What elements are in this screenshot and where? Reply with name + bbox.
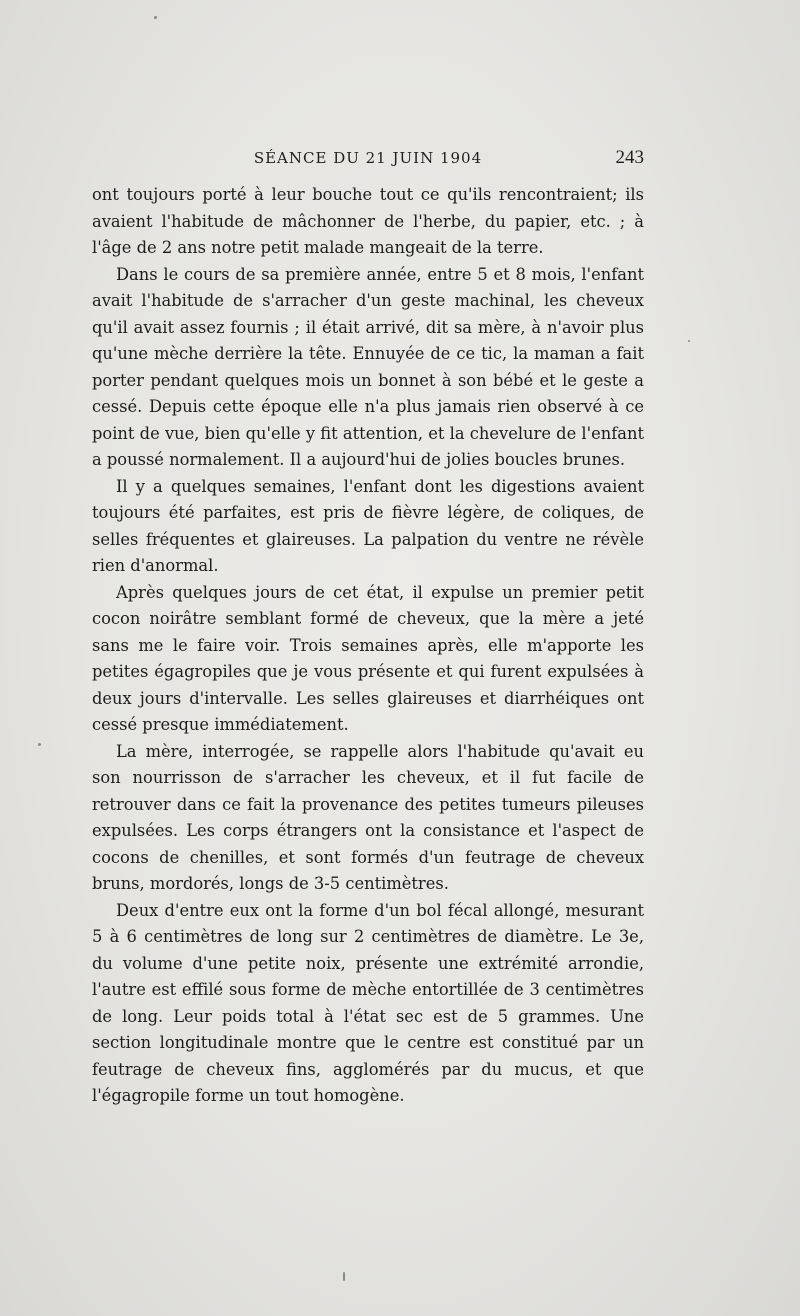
paragraph-4: Après quelques jours de cet état, il expulse un premier petit cocon noirâtre semblant formé de cheveux, que la mère a jeté sans me le faire voir. Trois semaines après, elle m'apporte les petites égagropiles que je vous présente et qui furent expulsées à deux jours d'intervalle. Les selles glaireuses et diarrhéiques ont cessé presque immédiatement. [92, 582, 644, 734]
page-number: 243 [615, 147, 644, 168]
page-header [92, 147, 644, 171]
paragraph-5: La mère, interrogée, se rappelle alors l'habitude qu'avait eu son nourrisson de s'arracher les cheveux, et il fut facile de retrouver dans ce fait la provenance des petites tumeurs pileuses expulsées. Les corps étrangers ont la consistance et l'aspect de cocons de chenilles, et sont formés d'un feutrage de cheveux bruns, mordorés, longs de 3-5 centimètres. [92, 741, 644, 893]
paragraph-1: ont toujours porté à leur bouche tout ce qu'ils rencontraient; ils avaient l'habitude de mâchonner de l'herbe, du papier, etc. ; à l'âge de 2 ans notre petit malade mangeait de la terre. [92, 185, 644, 257]
running-head: SÉANCE DU 21 JUIN 1904 [253, 149, 483, 167]
scan-speck [154, 16, 157, 19]
scan-speck [688, 340, 690, 342]
scan-speck [343, 1272, 345, 1281]
body-text [92, 182, 644, 1110]
paragraph-3: Il y a quelques semaines, l'enfant dont les digestions avaient toujours été parfaites, est pris de fièvre légère, de coliques, de selles fréquentes et glaireuses. La palpation du ventre ne révèle rien d'anormal. [92, 476, 644, 575]
paragraph-2: Dans le cours de sa première année, entre 5 et 8 mois, l'enfant avait l'habitude de s'arracher d'un geste machinal, les cheveux qu'il avait assez fournis ; il était arrivé, dit sa mère, à n'avoir plus qu'une mèche derrière la tête. Ennuyée de ce tic, la maman a fait porter pendant quelques mois un bonnet à son bébé et le geste a cessé. Depuis cette époque elle n'a plus jamais rien observé à ce point de vue, bien qu'elle y fit attention, et la chevelure de l'enfant a poussé normalement. Il a aujourd'hui de jolies boucles brunes. [92, 264, 644, 469]
paragraph-6: Deux d'entre eux ont la forme d'un bol fécal allongé, mesurant 5 à 6 centimètres de long sur 2 centimètres de diamètre. Le 3e, du volume d'une petite noix, présente une extrémité arrondie, l'autre est effilé sous forme de mèche entortillée de 3 centimètres de long. Leur poids total à l'état sec est de 5 grammes. Une section longitudinale montre que le centre est constitué par un feutrage de cheveux fins, agglomérés par du mucus, et que l'égagropile forme un tout homogène. [92, 900, 644, 1105]
scan-speck [38, 743, 41, 746]
